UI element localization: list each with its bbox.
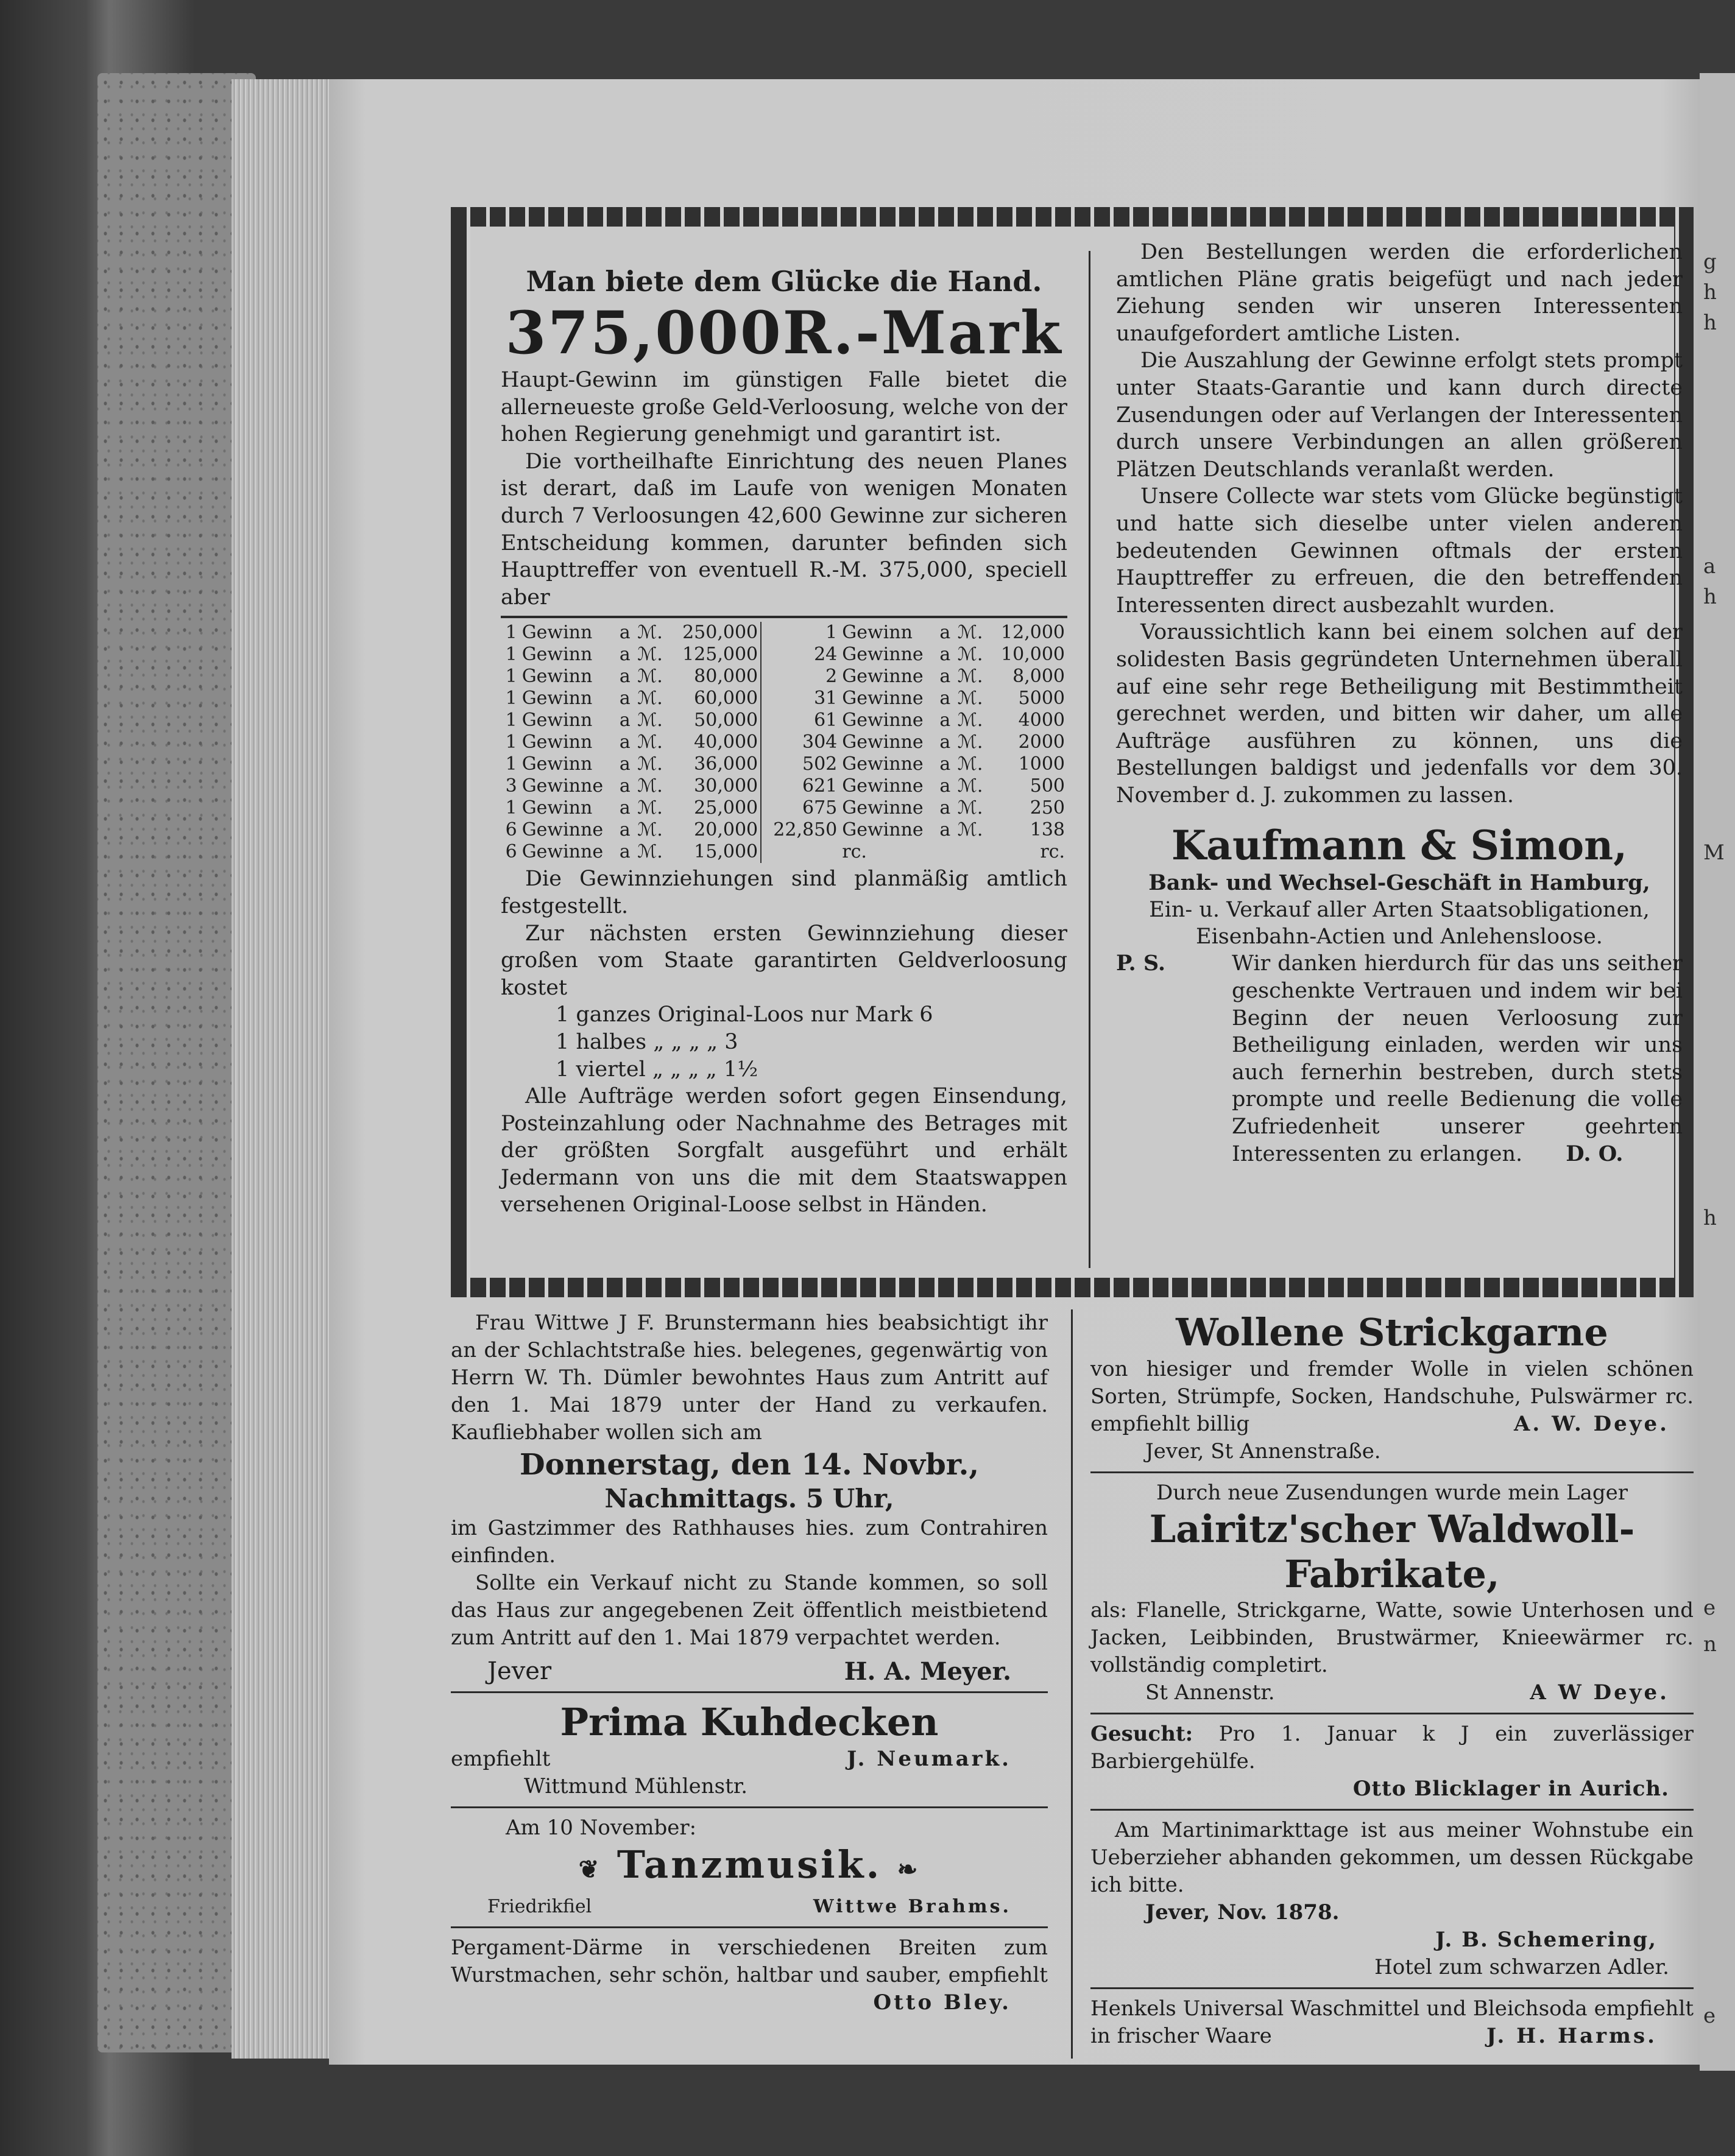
house-sale-text: im Gastzimmer des Rathhauses hies. zum Contrahiren einfinden. bbox=[451, 1516, 1048, 1568]
prize-cell: a bbox=[619, 688, 631, 710]
prize-cell: 8,000 bbox=[1012, 666, 1065, 688]
rule bbox=[451, 1926, 1048, 1928]
firm-name: Kaufmann & Simon, bbox=[1171, 822, 1628, 870]
rule bbox=[1090, 1471, 1694, 1473]
rule bbox=[1090, 1987, 1694, 1989]
margin-fragment: e bbox=[1703, 2004, 1716, 2028]
ad-amount: 375,000R.-Mark bbox=[505, 298, 1063, 367]
prize-cell: 25,000 bbox=[669, 797, 761, 819]
prize-cell: a bbox=[619, 731, 631, 753]
prize-row bbox=[501, 622, 1067, 644]
prize-cell: 500 bbox=[1030, 775, 1065, 797]
prize-cell: ℳ. bbox=[637, 797, 663, 819]
prize-row bbox=[501, 644, 1067, 666]
prize-cell: 10,000 bbox=[1001, 644, 1065, 666]
kuhdecken-address: Wittmund Mühlenstr. bbox=[524, 1774, 748, 1798]
prize-row bbox=[501, 819, 1067, 841]
prize-cell: a bbox=[619, 666, 631, 688]
margin-fragment: M bbox=[1703, 840, 1725, 865]
strickgarne-address: Jever, St Annenstraße. bbox=[1145, 1439, 1381, 1464]
prize-cell: Gewinne bbox=[842, 753, 924, 775]
prize-cell: ℳ. bbox=[957, 753, 983, 775]
prize-cell: a bbox=[939, 644, 951, 666]
prize-cell: Gewinne bbox=[842, 710, 924, 731]
firm-subtitle: Bank- und Wechsel-Geschäft in Hamburg, bbox=[1148, 870, 1650, 896]
prize-cell: a bbox=[939, 666, 951, 688]
prize-cell: Gewinne bbox=[521, 819, 604, 841]
price-line: 1 halbes „ „ „ „ 3 bbox=[556, 1029, 738, 1054]
rule bbox=[1090, 1809, 1694, 1811]
prize-cell: ℳ. bbox=[637, 688, 663, 710]
prize-cell: Gewinn bbox=[521, 753, 593, 775]
rule bbox=[1090, 1713, 1694, 1714]
prize-cell: 4000 bbox=[1018, 710, 1065, 731]
prize-cell: Gewinn bbox=[521, 622, 593, 644]
prize-cell: 250,000 bbox=[669, 622, 761, 644]
prize-row bbox=[501, 775, 1067, 797]
gesucht-sign: Otto Blicklager in Aurich. bbox=[1352, 1777, 1669, 1801]
prize-cell: Gewinne bbox=[521, 775, 604, 797]
column-divider bbox=[1089, 251, 1090, 1268]
lairitz-title: Fabrikate, bbox=[1284, 1552, 1500, 1596]
prize-cell: a bbox=[619, 841, 631, 863]
house-sale-time: Nachmittags. 5 Uhr, bbox=[604, 1484, 894, 1513]
tanz-signature bbox=[451, 1893, 1048, 1920]
prize-cell: 1 bbox=[505, 622, 517, 644]
place: St Annenstr. bbox=[1145, 1680, 1275, 1705]
prize-cell: 12,000 bbox=[1001, 622, 1065, 644]
prize-cell: a bbox=[939, 775, 951, 797]
tanzmusik-text: Tanzmusik. bbox=[617, 1842, 882, 1887]
prize-cell: Gewinn bbox=[842, 622, 913, 644]
lairitz-intro: Durch neue Zusendungen wurde mein Lager bbox=[1156, 1481, 1628, 1505]
prize-cell: a bbox=[939, 688, 951, 710]
prize-cell: Gewinn bbox=[521, 710, 593, 731]
prize-cell: 502 bbox=[802, 753, 838, 775]
prize-cell: 80,000 bbox=[669, 666, 761, 688]
prize-cell: 50,000 bbox=[669, 710, 761, 731]
martini-text: Am Martinimarkttage ist aus meiner Wohnstube ein Ueberzieher abhanden gekommen, um dessen Rückgabe ich bitte. bbox=[1090, 1818, 1694, 1897]
prize-cell: a bbox=[939, 797, 951, 819]
prize-cell: 1 bbox=[505, 666, 517, 688]
margin-fragment: n bbox=[1703, 1632, 1717, 1657]
prize-cell: ℳ. bbox=[637, 841, 663, 863]
firm-description: Ein- u. Verkauf aller Arten Staatsobligationen, Eisenbahn-Actien und Anlehensloose. bbox=[1149, 898, 1650, 949]
tanzmusik-title bbox=[451, 1842, 1048, 1893]
ornament-icon: ❦ bbox=[578, 1855, 602, 1884]
prize-cell: a bbox=[939, 622, 951, 644]
prize-cell: 3 bbox=[505, 775, 517, 797]
prize-cell: 31 bbox=[814, 688, 838, 710]
margin-fragment: h bbox=[1703, 1206, 1717, 1230]
ad-paragraph: Den Bestellungen werden die erforderlichen amtlichen Pläne gratis beigefügt und nach jeder Ziehung senden wir unseren Interessenten unaufgefordert amtliche Listen. bbox=[1116, 240, 1683, 346]
lairitz-title: Lairitz'scher Waldwoll- bbox=[1149, 1507, 1635, 1551]
kuhdecken-sign: J. Neumark. bbox=[847, 1747, 1011, 1771]
prize-cell: 1 bbox=[505, 797, 517, 819]
prize-cell: ℳ. bbox=[637, 731, 663, 753]
prize-cell: 6 bbox=[505, 841, 517, 863]
prize-cell: 40,000 bbox=[669, 731, 761, 753]
place: Jever bbox=[487, 1657, 552, 1685]
prize-cell: a bbox=[619, 819, 631, 841]
kuhdecken-title: Prima Kuhdecken bbox=[560, 1700, 939, 1744]
prize-cell: ℳ. bbox=[637, 819, 663, 841]
postscript-label: P. S. bbox=[1116, 951, 1166, 976]
adjacent-page-edge bbox=[1700, 73, 1735, 2071]
house-sale-text: Frau Wittwe J F. Brunstermann hies beabsichtigt ihr an der Schlachtstraße hies. belegenes, gegenwärtig von Herrn W. Th. Dümler bewohntes Haus zum Antritt auf den 1. Mai 1879 unter der Hand zu verkaufen. Kaufliebhaber wollen sich am bbox=[451, 1311, 1048, 1445]
prize-cell: ℳ. bbox=[957, 731, 983, 753]
prize-cell: 2 bbox=[825, 666, 838, 688]
prize-row bbox=[501, 688, 1067, 710]
postscript bbox=[1116, 950, 1683, 1168]
house-sale-text: Sollte ein Verkauf nicht zu Stande kommen, so soll das Haus zur angegebenen Zeit öffentlich meistbietend zum Antritt auf den 1. Mai 1879 verpachtet werden. bbox=[451, 1571, 1048, 1650]
prize-cell: Gewinne bbox=[842, 688, 924, 710]
prize-cell: 1 bbox=[505, 710, 517, 731]
prize-cell: a bbox=[939, 819, 951, 841]
prize-cell: 1000 bbox=[1018, 753, 1065, 775]
prize-cell: ℳ. bbox=[637, 710, 663, 731]
prize-row bbox=[501, 666, 1067, 688]
column-divider bbox=[1071, 1309, 1073, 2059]
prize-row bbox=[501, 797, 1067, 819]
prize-cell: Gewinn bbox=[521, 666, 593, 688]
prize-cell: ℳ. bbox=[957, 644, 983, 666]
strickgarne-sign: A. W. Deye. bbox=[1514, 1412, 1669, 1436]
prize-cell: 621 bbox=[802, 775, 838, 797]
prize-cell: 138 bbox=[1030, 819, 1065, 841]
postscript-text: Wir danken hierdurch für das uns seither geschenkte Vertrauen und indem wir bei Beginn der neuen Verloosung zur Betheiligung einladen, werden wir uns auch fernerhin bestreben, durch stets prompte und reelle Bedienung die volle Zufriedenheit unserer geehrten Interessenten zu erlangen. bbox=[1232, 951, 1683, 1166]
prize-cell: Gewinne bbox=[842, 666, 924, 688]
prize-cell: Gewinne bbox=[521, 841, 604, 863]
prize-cell: ℳ. bbox=[637, 775, 663, 797]
prize-cell: ℳ. bbox=[957, 666, 983, 688]
ad-paragraph: Voraussichtlich kann bei einem solchen auf der solidesten Basis gegründeten Unternehmen überall auf eine sehr rege Betheiligung mit Bestimmtheit gerechnet werden, und bitten wir daher, um alle Aufträge ausführen zu können, uns die Bestellungen baldigst und jedenfalls vor dem 30. November d. J. zukommen zu lassen. bbox=[1116, 620, 1683, 808]
prize-cell: 675 bbox=[802, 797, 838, 819]
prize-cell: a bbox=[619, 622, 631, 644]
prize-cell: ℳ. bbox=[957, 710, 983, 731]
prize-cell: 125,000 bbox=[669, 644, 761, 666]
place: Friedrikfiel bbox=[487, 1896, 592, 1917]
prize-row bbox=[501, 710, 1067, 731]
prize-cell: a bbox=[619, 710, 631, 731]
prize-cell: a bbox=[939, 753, 951, 775]
kuhdecken-line bbox=[451, 1746, 1048, 1773]
prize-cell bbox=[955, 841, 989, 863]
right-classifieds bbox=[1090, 1309, 1694, 2050]
lairitz-text: als: Flanelle, Strickgarne, Watte, sowie Unterhosen und Jacken, Leibbinden, Brustwärmer, Knieewärmer rc. vollständig completirt. bbox=[1090, 1598, 1694, 1677]
prize-cell: ℳ. bbox=[637, 644, 663, 666]
henkel-text: Henkels Universal Waschmittel und Bleichsoda empfiehlt in frischer Waare bbox=[1090, 1996, 1694, 2048]
prize-cell: Gewinne bbox=[842, 797, 924, 819]
margin-fragment: h bbox=[1703, 280, 1717, 305]
signature: H. A. Meyer. bbox=[844, 1657, 1011, 1686]
prize-row bbox=[501, 841, 1067, 863]
prize-cell: 22,850 bbox=[773, 819, 838, 841]
gesucht-label: Gesucht: bbox=[1090, 1722, 1193, 1746]
margin-fragment: h bbox=[1703, 311, 1717, 335]
martini-sign: J. B. Schemering, bbox=[1435, 1928, 1657, 1952]
price-line: 1 ganzes Original-Loos nur Mark 6 bbox=[556, 1002, 933, 1027]
prize-cell: 30,000 bbox=[669, 775, 761, 797]
pergament-sign: Otto Bley. bbox=[873, 1990, 1011, 2015]
prize-cell: 15,000 bbox=[669, 841, 761, 863]
left-classifieds bbox=[451, 1309, 1048, 2017]
house-sale-date: Donnerstag, den 14. Novbr., bbox=[519, 1448, 980, 1482]
lairitz-signature bbox=[1090, 1679, 1694, 1707]
prize-cell: Gewinne bbox=[842, 731, 924, 753]
prize-cell: Gewinn bbox=[521, 688, 593, 710]
rule bbox=[451, 1691, 1048, 1693]
ad-headline: Man biete dem Glücke die Hand. bbox=[526, 265, 1042, 298]
margin-fragment: g bbox=[1703, 250, 1717, 274]
prize-row bbox=[501, 731, 1067, 753]
henkel-sign: J. H. Harms. bbox=[1486, 2024, 1657, 2048]
prize-cell: ℳ. bbox=[637, 622, 663, 644]
pergament-text: Pergament-Därme in verschiedenen Breiten zum Wurstmachen, sehr schön, haltbar und sauber, empfiehlt bbox=[451, 1936, 1048, 1987]
prize-cell: a bbox=[619, 644, 631, 666]
rule bbox=[501, 616, 1067, 618]
prize-cell: ℳ. bbox=[957, 819, 983, 841]
rule bbox=[451, 1806, 1048, 1808]
prize-cell: 1 bbox=[505, 688, 517, 710]
prize-cell: Gewinn bbox=[521, 797, 593, 819]
margin-fragment: h bbox=[1703, 585, 1717, 609]
prize-cell: 61 bbox=[814, 710, 838, 731]
prize-cell: Gewinn bbox=[521, 644, 593, 666]
prize-cell: 5000 bbox=[1018, 688, 1065, 710]
prize-cell: a bbox=[939, 710, 951, 731]
prize-cell: 2000 bbox=[1018, 731, 1065, 753]
prize-cell: Gewinne bbox=[842, 775, 924, 797]
margin-fragment: a bbox=[1703, 554, 1716, 579]
prize-cell: ℳ. bbox=[637, 753, 663, 775]
ad-paragraph: Zur nächsten ersten Gewinnziehung dieser großen vom Staate garantirten Geldverloosung kostet bbox=[501, 921, 1067, 1000]
prize-cell: a bbox=[939, 731, 951, 753]
prize-cell: ℳ. bbox=[957, 797, 983, 819]
prize-cell: Gewinne bbox=[842, 644, 924, 666]
postscript-sign: D. O. bbox=[1566, 1141, 1624, 1166]
prize-cell bbox=[761, 841, 839, 863]
prize-cell: rc. bbox=[1040, 841, 1065, 863]
ad-paragraph: Alle Aufträge werden sofort gegen Einsendung, Posteinzahlung oder Nachnahme des Betrages mit der größten Sorgfalt ausgeführt und erhält Jedermann von uns die mit dem Staatswappen versehenen Original-Loose selbst in Händen. bbox=[501, 1084, 1067, 1217]
prize-cell: Gewinn bbox=[521, 731, 593, 753]
prize-cell: rc. bbox=[842, 841, 867, 863]
margin-fragment: e bbox=[1703, 1596, 1716, 1620]
prize-cell: Gewinne bbox=[842, 819, 924, 841]
tanz-date: Am 10 November: bbox=[506, 1816, 697, 1840]
prize-table bbox=[501, 622, 1067, 863]
prize-cell: 1 bbox=[505, 753, 517, 775]
prize-cell: 36,000 bbox=[669, 753, 761, 775]
prize-cell: ℳ. bbox=[957, 688, 983, 710]
ad-left-column bbox=[501, 263, 1067, 1219]
strickgarne-text: von hiesiger und fremder Wolle in vielen schönen Sorten, Strümpfe, Socken, Handschuhe, Pulswärmer rc. empfiehlt billig bbox=[1090, 1357, 1694, 1436]
martini-sign: Hotel zum schwarzen Adler. bbox=[1374, 1955, 1669, 1979]
ad-paragraph: Die Gewinnziehungen sind planmäßig amtlich festgestellt. bbox=[501, 867, 1067, 918]
prize-cell: 60,000 bbox=[669, 688, 761, 710]
gesucht-body: Pro 1. Januar k J ein zuverlässiger Barbiergehülfe. bbox=[1090, 1722, 1694, 1774]
gesucht-text bbox=[1090, 1721, 1694, 1775]
prize-cell: 1 bbox=[505, 644, 517, 666]
prize-cell: 1 bbox=[825, 622, 838, 644]
prize-cell: 20,000 bbox=[669, 819, 761, 841]
kuhdecken-text: empfiehlt bbox=[451, 1747, 551, 1771]
signature: A W Deye. bbox=[1530, 1680, 1669, 1705]
ad-paragraph: Die vortheilhafte Einrichtung des neuen Planes ist derart, daß im Laufe von wenigen Monaten durch 7 Verloosungen 42,600 Gewinne zur sicheren Entscheidung kommen, darunter befinden sich Haupttreffer von eventuell R.-M. 375,000, speciell aber bbox=[501, 449, 1067, 610]
martini-date: Jever, Nov. 1878. bbox=[1145, 1900, 1340, 1925]
ad-right-column bbox=[1116, 239, 1683, 1168]
prize-cell: ℳ. bbox=[637, 666, 663, 688]
prize-cell bbox=[937, 841, 955, 863]
prize-cell: 1 bbox=[505, 731, 517, 753]
ad-paragraph: Die Auszahlung der Gewinne erfolgt stets prompt unter Staats-Garantie und kann durch directe Zusendungen oder auf Verlangen der Interessenten durch unsere Verbindungen an allen größeren Plätzen Deutschlands veranlaßt werden. bbox=[1116, 348, 1683, 482]
prize-cell: a bbox=[619, 753, 631, 775]
prize-cell: 6 bbox=[505, 819, 517, 841]
prize-cell: ℳ. bbox=[957, 622, 983, 644]
lottery-advertisement bbox=[451, 207, 1694, 1297]
ad-paragraph: Unsere Collecte war stets vom Glücke begünstigt und hatte sich dieselbe unter vielen anderen bedeutenden Gewinnen oftmals der ersten Haupttreffer zu erfreuen, die den betreffenden Interessenten direct ausbezahlt wurden. bbox=[1116, 484, 1683, 618]
strickgarne-title: Wollene Strickgarne bbox=[1176, 1310, 1608, 1355]
house-sale-signature bbox=[451, 1652, 1048, 1685]
ornament-icon: ❧ bbox=[897, 1855, 921, 1884]
prize-cell: 24 bbox=[814, 644, 838, 666]
prize-cell: 250 bbox=[1030, 797, 1065, 819]
signature: Wittwe Brahms. bbox=[813, 1896, 1011, 1917]
prize-cell: ℳ. bbox=[957, 775, 983, 797]
price-line: 1 viertel „ „ „ „ 1½ bbox=[556, 1057, 758, 1082]
prize-cell: 304 bbox=[802, 731, 838, 753]
ad-intro: Haupt-Gewinn im günstigen Falle bietet die allerneueste große Geld-Verloosung, welche von der hohen Regierung genehmigt und garantirt ist. bbox=[501, 368, 1067, 447]
prize-cell: a bbox=[619, 775, 631, 797]
prize-row bbox=[501, 753, 1067, 775]
prize-cell: a bbox=[619, 797, 631, 819]
